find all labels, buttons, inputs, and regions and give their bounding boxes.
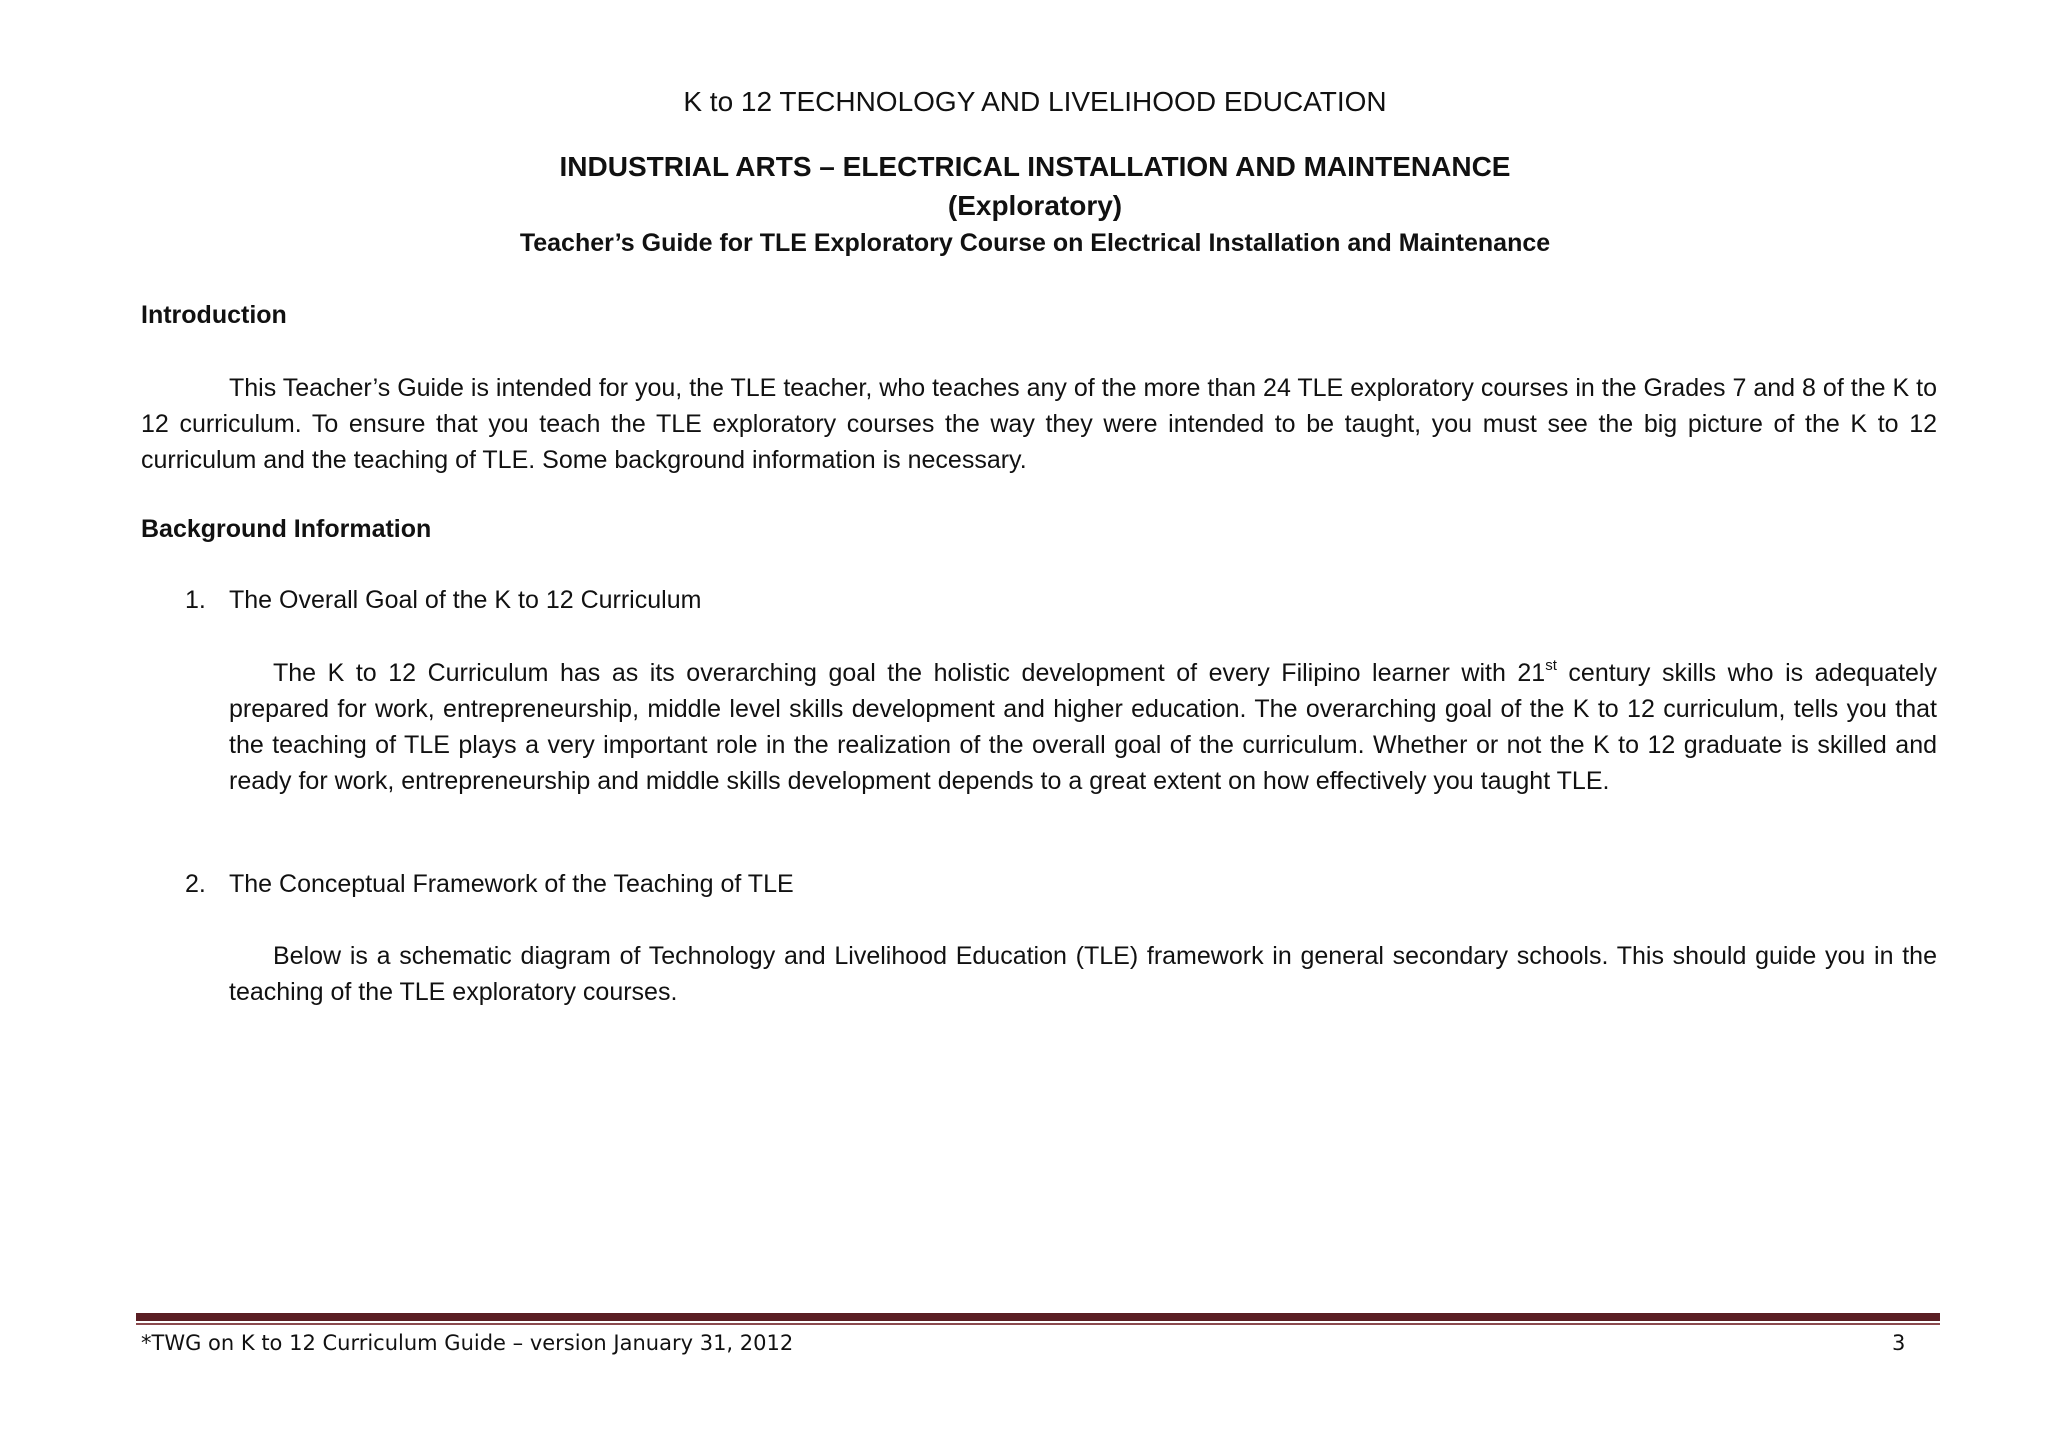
framework-paragraph: Below is a schematic diagram of Technology and Livelihood Education (TLE) framework in general secondary schools. This should guide you in the teaching of the TLE exploratory courses. <box>229 942 1937 1006</box>
introduction-paragraph: This Teacher’s Guide is intended for you, the TLE teacher, who teaches any of the more than 24 TLE exploratory courses in the Grades 7 and 8 of the K to 12 curriculum. To ensure that you teach the TLE exploratory courses the way they were intended to be taught, you must see the big picture of the K to 12 curriculum and the teaching of TLE. Some background information is necessary. <box>141 374 1937 474</box>
paragraph-text: The K to 12 Curriculum has as its overarching goal the holistic development of every Filipino learner with 21 <box>273 659 1546 687</box>
list-number: 1. <box>185 586 206 614</box>
page-number: 3 <box>1892 1331 1906 1355</box>
subject-title: INDUSTRIAL ARTS – ELECTRICAL INSTALLATION AND MAINTENANCE <box>559 151 1511 182</box>
paragraph-text-continued: century skills who is adequately prepared for work, entrepreneurship, middle level skills development and higher education. The overarching goal of the K to 12 curriculum, tells you that the teaching of TLE plays a very important role in the realization of the overall goal of the curriculum. Whether or not the K to 12 graduate is skilled and ready for work, entrepreneurship and middle skills development depends to a great extent on how effectively you taught TLE. <box>229 659 1937 795</box>
overall-goal-paragraph <box>229 655 1937 799</box>
list-number: 2. <box>185 870 206 898</box>
document-title: K to 12 TECHNOLOGY AND LIVELIHOOD EDUCATION <box>683 86 1387 117</box>
list-item-title: The Overall Goal of the K to 12 Curriculum <box>229 586 702 614</box>
footer-text: *TWG on K to 12 Curriculum Guide – version January 31, 2012 <box>141 1331 794 1355</box>
footer-divider <box>136 1313 1940 1325</box>
list-item-title: The Conceptual Framework of the Teaching of TLE <box>229 870 794 898</box>
introduction-heading: Introduction <box>141 301 287 329</box>
background-heading: Background Information <box>141 515 432 543</box>
guide-subtitle: Teacher’s Guide for TLE Exploratory Course on Electrical Installation and Maintenance <box>519 229 1551 257</box>
superscript: st <box>1545 656 1557 674</box>
exploratory-label: (Exploratory) <box>947 190 1123 221</box>
